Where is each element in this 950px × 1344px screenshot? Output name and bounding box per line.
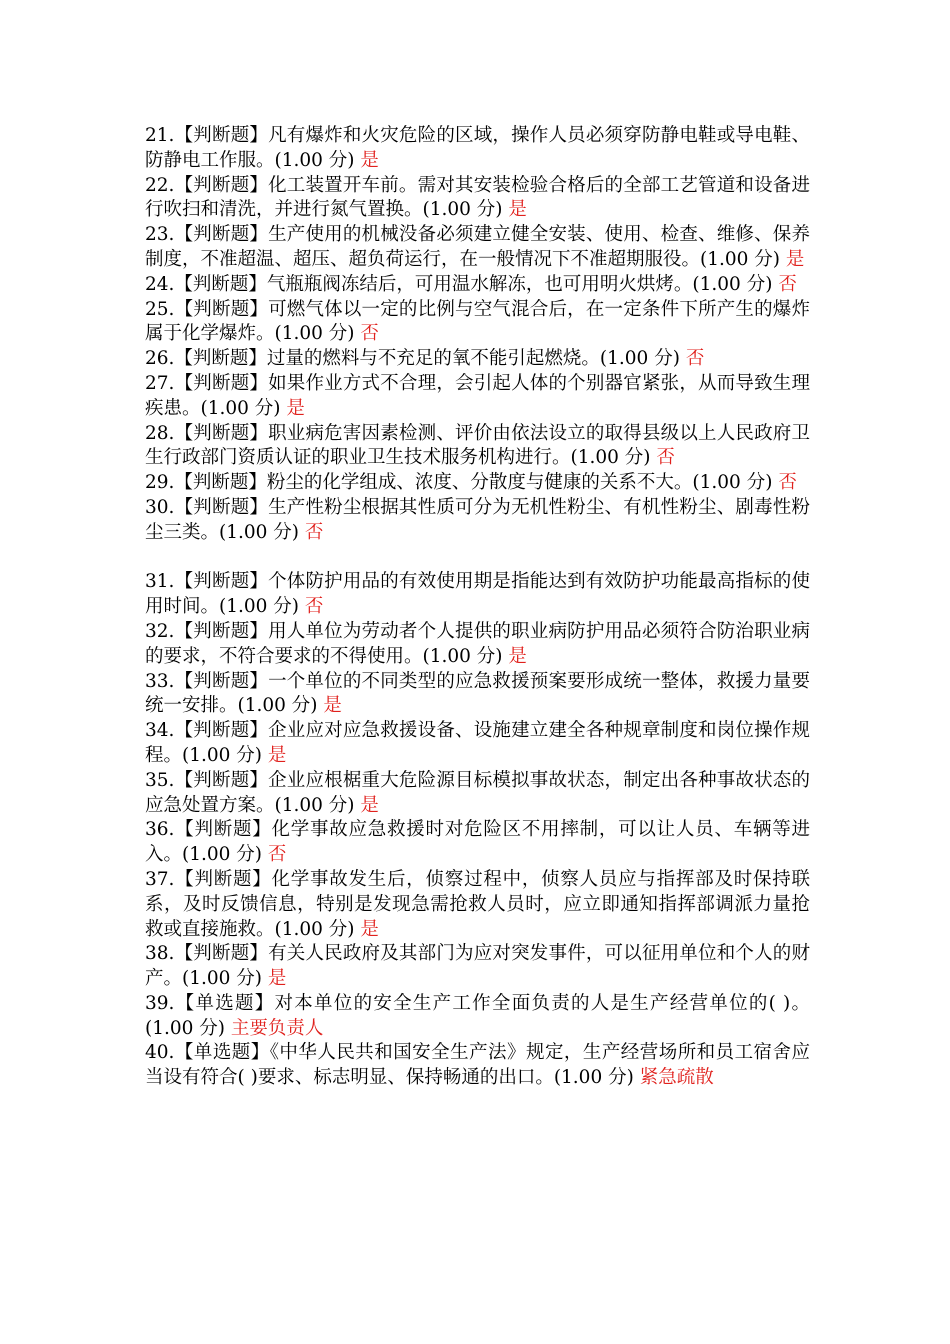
- answer: 是: [360, 149, 379, 171]
- question-31: [145, 570, 810, 620]
- question-text: 21.【判断题】凡有爆炸和火灾危险的区域，操作人员必须穿防静电鞋或导电鞋、防静电工作服。(1.00 分): [145, 125, 810, 171]
- question-27: [145, 372, 810, 422]
- question-37: [145, 868, 810, 942]
- question-29: [145, 471, 810, 496]
- answer: 否: [267, 844, 287, 866]
- question-39: [145, 992, 810, 1042]
- question-text: 39.【单选题】对本单位的安全生产工作全面负责的人是生产经营单位的( )。(1.00 分): [145, 992, 810, 1039]
- question-28: [145, 422, 810, 472]
- question-text: 33.【判断题】一个单位的不同类型的应急救援预案要形成统一整体，救援力量要统一安排。(1.00 分): [145, 670, 810, 717]
- question-25: [145, 298, 810, 348]
- question-text: 37.【判断题】化学事故发生后，侦察过程中，侦察人员应与指挥部及时保持联系，及时反馈信息，特别是发现急需抢救人员时，应立即通知指挥部调派力量抢救或直接施救。(1.00 分): [145, 868, 810, 940]
- question-text: 35.【判断题】企业应根椐重大危险源目标模拟事故状态，制定出各种事故状态的应急处置方案。(1.00 分): [145, 769, 810, 816]
- answer: 否: [304, 521, 324, 543]
- answer: 是: [267, 744, 287, 766]
- answer: 是: [323, 695, 342, 717]
- paragraph-gap: [145, 546, 810, 571]
- question-23: [145, 223, 810, 273]
- question-26: [145, 347, 810, 372]
- question-22: [145, 174, 810, 224]
- question-36: [145, 818, 810, 868]
- answer: 否: [304, 596, 324, 618]
- answer: 是: [508, 645, 527, 667]
- question-text: 26.【判断题】过量的燃料与不充足的氧不能引起燃烧。(1.00 分): [145, 348, 686, 370]
- question-text: 24.【判断题】气瓶瓶阀冻结后，可用温水解冻，也可用明火烘烤。(1.00 分): [145, 273, 779, 295]
- question-text: 32.【判断题】用人单位为劳动者个人提供的职业病防护用品必须符合防治职业病的要求，不符合要求的不得使用。(1.00 分): [145, 620, 810, 667]
- answer: 是: [785, 248, 805, 270]
- answer: 否: [685, 348, 705, 370]
- answer: 否: [360, 323, 379, 345]
- answer: 否: [778, 273, 797, 295]
- question-24: [145, 273, 810, 298]
- question-32: [145, 620, 810, 670]
- answer: 主要负责人: [230, 1017, 324, 1039]
- question-text: 23.【判断题】生产使用的机械没备必须建立健全安装、使用、检查、维修、保养制度，不准超温、超压、超负荷运行，在一般情况下不准超期服役。(1.00 分): [145, 224, 810, 270]
- answer: 紧急疏散: [639, 1067, 714, 1089]
- question-text: 28.【判断题】职业病危害因素检测、评价由依法设立的取得县级以上人民政府卫生行政部门资质认证的职业卫生技术服务机构进行。(1.00 分): [145, 422, 810, 469]
- question-38: [145, 942, 810, 992]
- question-text: 25.【判断题】可燃气体以一定的比例与空气混合后，在一定条件下所产生的爆炸属于化学爆炸。(1.00 分): [145, 298, 810, 345]
- question-21: [145, 124, 810, 174]
- answer: 否: [778, 472, 797, 494]
- question-40: [145, 1041, 810, 1091]
- answer: 是: [267, 968, 287, 990]
- answer: 否: [656, 447, 675, 469]
- question-30: [145, 496, 810, 546]
- question-text: 29.【判断题】粉尘的化学组成、浓度、分散度与健康的关系不大。(1.00 分): [145, 472, 779, 494]
- question-text: 38.【判断题】有关人民政府及其部门为应对突发事件，可以征用单位和个人的财产。(1.00 分): [145, 943, 810, 990]
- question-text: 36.【判断题】化学事故应急救援时对危险区不用摔制，可以让人员、车辆等进入。(1.00 分): [145, 819, 810, 866]
- question-34: [145, 719, 810, 769]
- answer: 是: [360, 794, 379, 816]
- question-33: [145, 670, 810, 720]
- question-35: [145, 769, 810, 819]
- answer: 是: [508, 199, 527, 221]
- question-text: 27.【判断题】如果作业方式不合理，会引起人体的个别器官紧张，从而导致生理疾患。(1.00 分): [145, 372, 810, 419]
- question-text: 22.【判断题】化工装置开车前。需对其安装检验合格后的全部工艺管道和设备进行吹扫和清洗，并进行氮气置换。(1.00 分): [145, 174, 810, 221]
- answer: 是: [286, 397, 305, 419]
- question-text: 34.【判断题】企业应对应急救援设备、设施建立建全各种规章制度和岗位操作规程。(1.00 分): [145, 720, 810, 766]
- question-text: 31.【判断题】个体防护用品的有效使用期是指能达到有效防护功能最高指标的使用时间。(1.00 分): [145, 571, 810, 618]
- question-list: [145, 124, 810, 1091]
- question-text: 30.【判断题】生产性粉尘根据其性质可分为无机性粉尘、有机性粉尘、剧毒性粉尘三类。(1.00 分): [145, 496, 810, 543]
- answer: 是: [360, 918, 379, 940]
- question-text: 40.【单选题】《中华人民共和国安全生产法》规定，生产经营场所和员工宿舍应当设有符合( )要求、标志明显、保持畅通的出口。(1.00 分): [145, 1042, 810, 1089]
